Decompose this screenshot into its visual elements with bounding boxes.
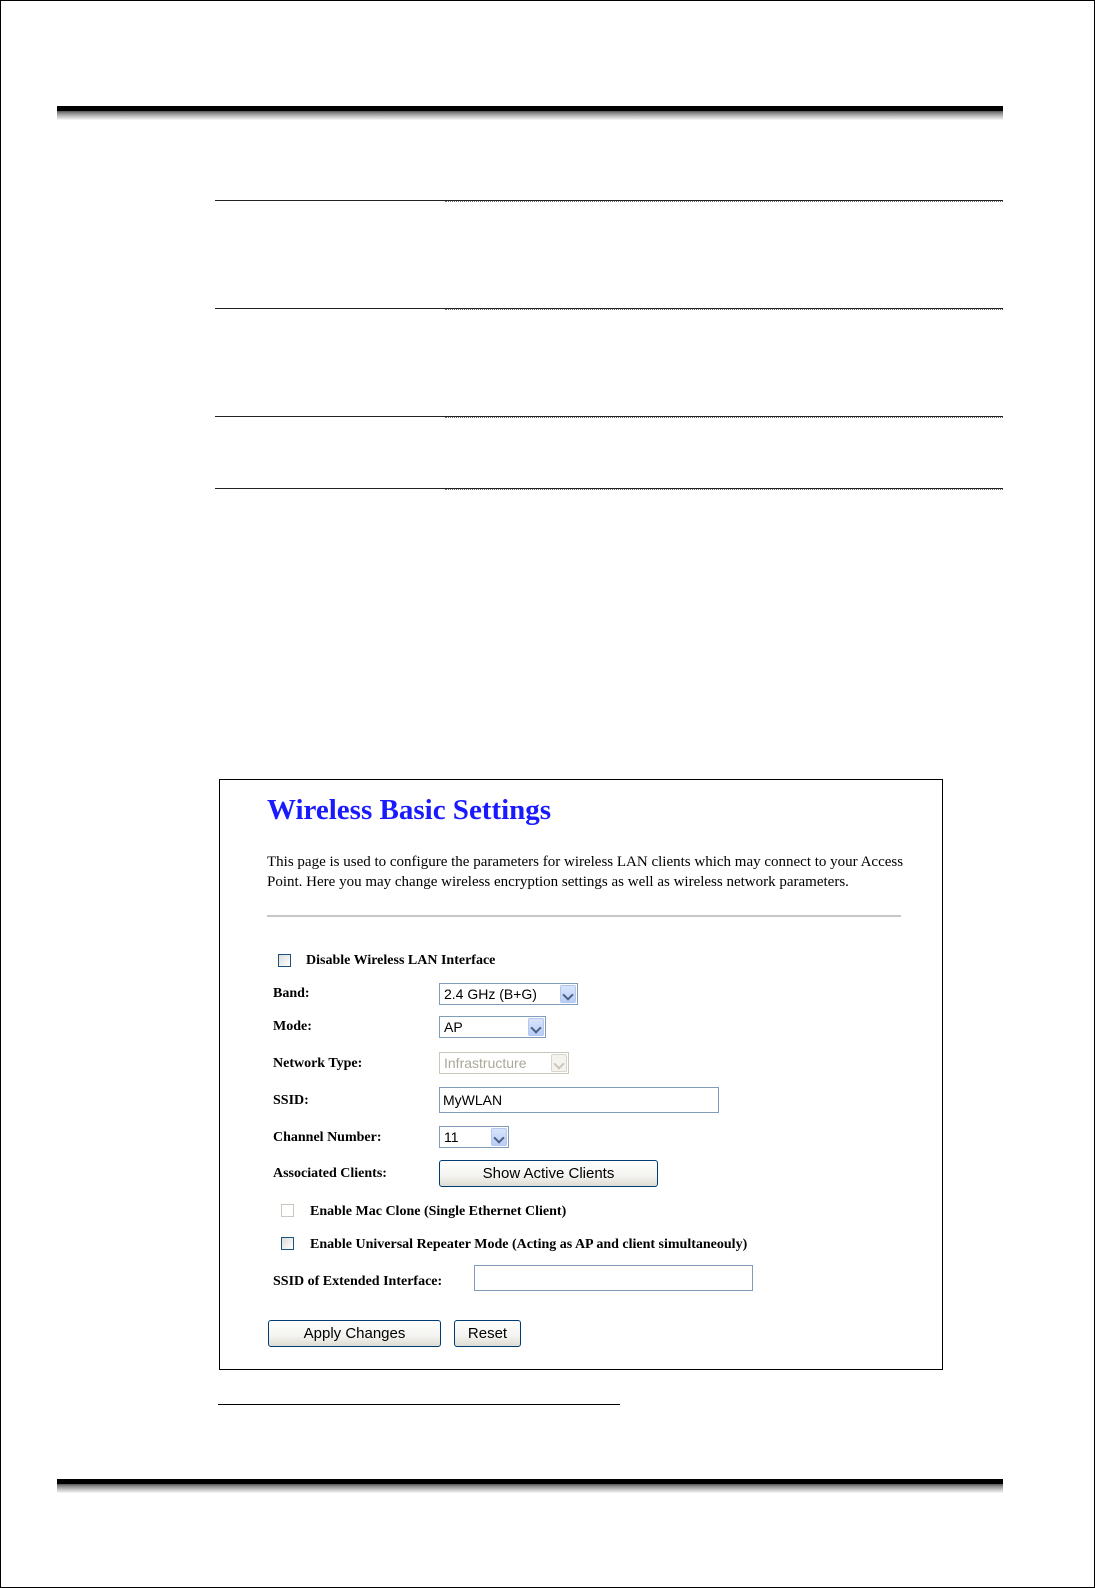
table-rule [215, 488, 1003, 489]
divider [267, 915, 901, 917]
disable-wlan-checkbox[interactable] [278, 954, 291, 967]
associated-clients-label: Associated Clients: [273, 1166, 387, 1181]
chevron-down-icon [560, 985, 576, 1003]
chevron-down-icon [551, 1054, 567, 1072]
band-label: Band: [273, 986, 310, 1001]
universal-repeater-checkbox[interactable] [281, 1237, 294, 1250]
universal-repeater-label: Enable Universal Repeater Mode (Acting as AP and client simultaneouly) [310, 1237, 748, 1252]
network-type-select-value: Infrastructure [444, 1055, 527, 1071]
extended-ssid-input[interactable] [474, 1265, 753, 1291]
channel-number-select-value: 11 [444, 1129, 459, 1145]
table-rule [215, 416, 1003, 417]
footnote-rule [218, 1404, 620, 1405]
apply-changes-button[interactable]: Apply Changes [268, 1320, 441, 1347]
table-rule [215, 308, 1003, 309]
ssid-input[interactable]: MyWLAN [439, 1087, 719, 1113]
network-type-select [439, 1052, 569, 1074]
band-select-value: 2.4 GHz (B+G) [444, 986, 537, 1002]
channel-number-label: Channel Number: [273, 1130, 382, 1145]
mode-select-value: AP [444, 1019, 463, 1035]
chevron-down-icon [528, 1018, 544, 1036]
band-select[interactable] [439, 983, 578, 1005]
mode-select[interactable] [439, 1016, 546, 1038]
mac-clone-label: Enable Mac Clone (Single Ethernet Client) [310, 1204, 567, 1219]
page-title: Wireless Basic Settings [267, 794, 552, 826]
extended-ssid-label: SSID of Extended Interface: [273, 1274, 443, 1289]
network-type-label: Network Type: [273, 1056, 363, 1071]
show-active-clients-button[interactable]: Show Active Clients [439, 1160, 658, 1187]
footer-rule [57, 1479, 1003, 1493]
ssid-label: SSID: [273, 1093, 309, 1108]
chevron-down-icon [491, 1128, 507, 1146]
page-description: This page is used to configure the parameters for wireless LAN clients which may connect to your Access Point. Here you may change wireless encryption settings as well as wireless network parameters. [267, 854, 904, 890]
mode-label: Mode: [273, 1019, 312, 1034]
reset-button[interactable]: Reset [454, 1320, 521, 1347]
disable-wlan-label: Disable Wireless LAN Interface [306, 953, 496, 968]
channel-number-select[interactable] [439, 1126, 509, 1148]
mac-clone-checkbox [281, 1204, 294, 1217]
wireless-basic-settings-screenshot [219, 779, 943, 1370]
header-rule [57, 106, 1003, 120]
table-rule [215, 200, 1003, 201]
